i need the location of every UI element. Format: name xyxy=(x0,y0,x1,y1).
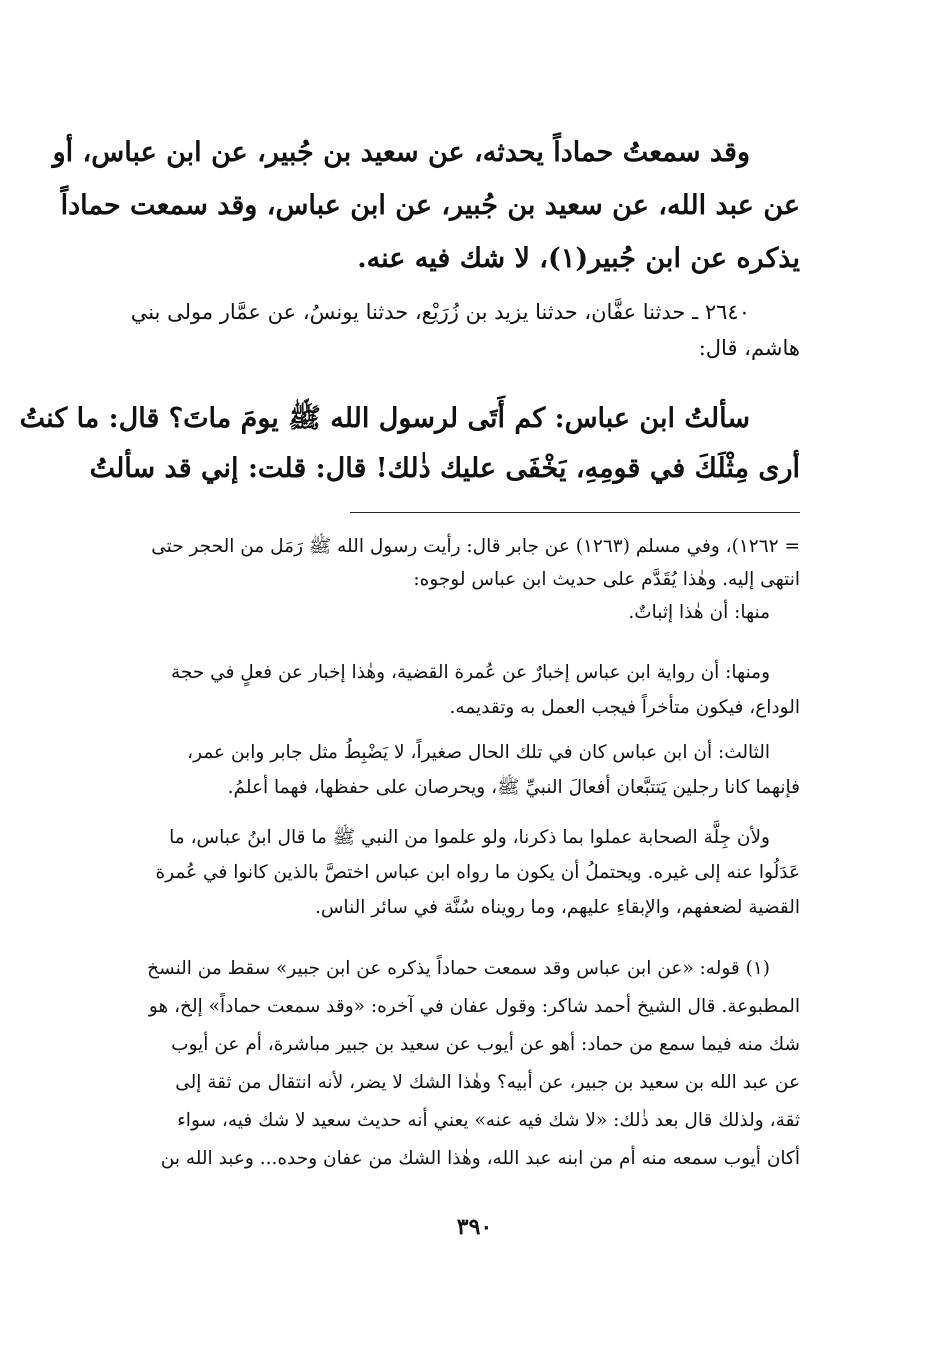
text-line: شك منه فيما سمع من حماد: أهو عن أيوب عن سعيد بن جبير مباشرة، أم عن أيوب xyxy=(171,1034,800,1055)
text-line: عن عبد الله، عن سعيد بن جُبير، عن ابن عباس، وقد سمعت حماداً xyxy=(60,190,800,221)
text-line: أكان أيوب سمعه منه أم من ابنه عبد الله، وهٰذا الشك من عفان وحده... وعبد الله بن xyxy=(160,1148,800,1169)
page-number: ٣٩٠ xyxy=(456,1214,493,1240)
text-line: انتهى إليه. وهٰذا يُقَدَّم على حديث ابن عباس لوجوه: xyxy=(413,569,800,590)
text-line: ولأن جِلَّة الصحابة عملوا بما ذكرنا، ولو علموا من النبي ﷺ ما قال ابنُ عباس، ما xyxy=(169,827,770,848)
text-line: المطبوعة. قال الشيخ أحمد شاكر: وقول عفان في آخره: «وقد سمعت حماداً» إلخ، هو xyxy=(148,996,800,1017)
hadith-intro xyxy=(100,294,800,366)
text-line: القضية لضعفهم، والإبقاءِ عليهم، وما رويناه سُنَّة في سائر الناس. xyxy=(314,897,800,918)
text-line: ٢٦٤٠ ـ حدثنا عفَّان، حدثنا يزيد بن زُرَيْع، حدثنا يونسُ، عن عمَّار مولى بني xyxy=(130,300,750,324)
main-paragraph-2 xyxy=(19,394,800,494)
text-line: عَدَلُوا عنه إلى غيره. ويحتملُ أن يكون ما رواه ابن عباس اختصَّ بالذين كانوا في عُمرة xyxy=(155,862,800,883)
footnote-fourth-reason xyxy=(100,820,800,925)
main-paragraph-1 xyxy=(52,126,800,285)
text-line: وقد سمعتُ حماداً يحدثه، عن سعيد بن جُبير، عن ابن عباس، أو xyxy=(52,137,750,168)
text-line: هاشم، قال: xyxy=(698,336,800,360)
text-line: منها: أن هٰذا إثباتٌ. xyxy=(628,602,770,623)
footnote-1 xyxy=(100,950,800,1178)
text-line: ثقة، ولذلك قال بعد ذٰلك: «لا شك فيه عنه» يعني أنه حديث سعيد لا شك فيه، سواء xyxy=(177,1110,800,1131)
footnote-continuation xyxy=(100,530,800,629)
text-line: (١) قوله: «عن ابن عباس وقد سمعت حماداً يذكره عن ابن جبير» سقط من النسخ xyxy=(147,958,770,979)
text-line: عن عبد الله بن سعيد بن جبير، عن أبيه؟ وهٰذا الشك لا يضر، لأنه انتقال من ثقة إلى xyxy=(175,1072,800,1093)
footnote-second-reason xyxy=(100,655,800,725)
text-line: الوداع، فيكون متأخراً فيجب العمل به وتقديمه. xyxy=(449,697,800,718)
text-line: سألتُ ابن عباس: كم أَتَى لرسول الله ﷺ يومَ ماتَ؟ قال: ما كنتُ xyxy=(19,403,750,434)
text-line: يذكره عن ابن جُبير(١)، لا شك فيه عنه. xyxy=(357,243,800,274)
footnote-third-reason xyxy=(100,735,800,805)
text-line: فإنهما كانا رجلين يَتتبَّعان أفعالَ النبيِّ ﷺ، ويحرصان على حفظها، فهما أعلمُ. xyxy=(227,777,800,798)
footnote-separator xyxy=(350,512,800,513)
text-line: = ١٢٦٢)، وفي مسلم (١٢٦٣) عن جابر قال: رأيت رسول الله ﷺ رَمَل من الحجر حتى xyxy=(151,536,800,557)
text-line: أرى مِثْلَكَ في قومِهِ، يَخْفَى عليك ذٰلك! قال: قلت: إني قد سألتُ xyxy=(89,453,800,484)
text-line: الثالث: أن ابن عباس كان في تلك الحال صغيراً، لا يَضْبِطُ مثل جابر وابن عمر، xyxy=(187,742,770,763)
text-line: ومنها: أن رواية ابن عباس إخبارٌ عن عُمرة القضية، وهٰذا إخبار عن فعلٍ في حجة xyxy=(170,662,770,683)
